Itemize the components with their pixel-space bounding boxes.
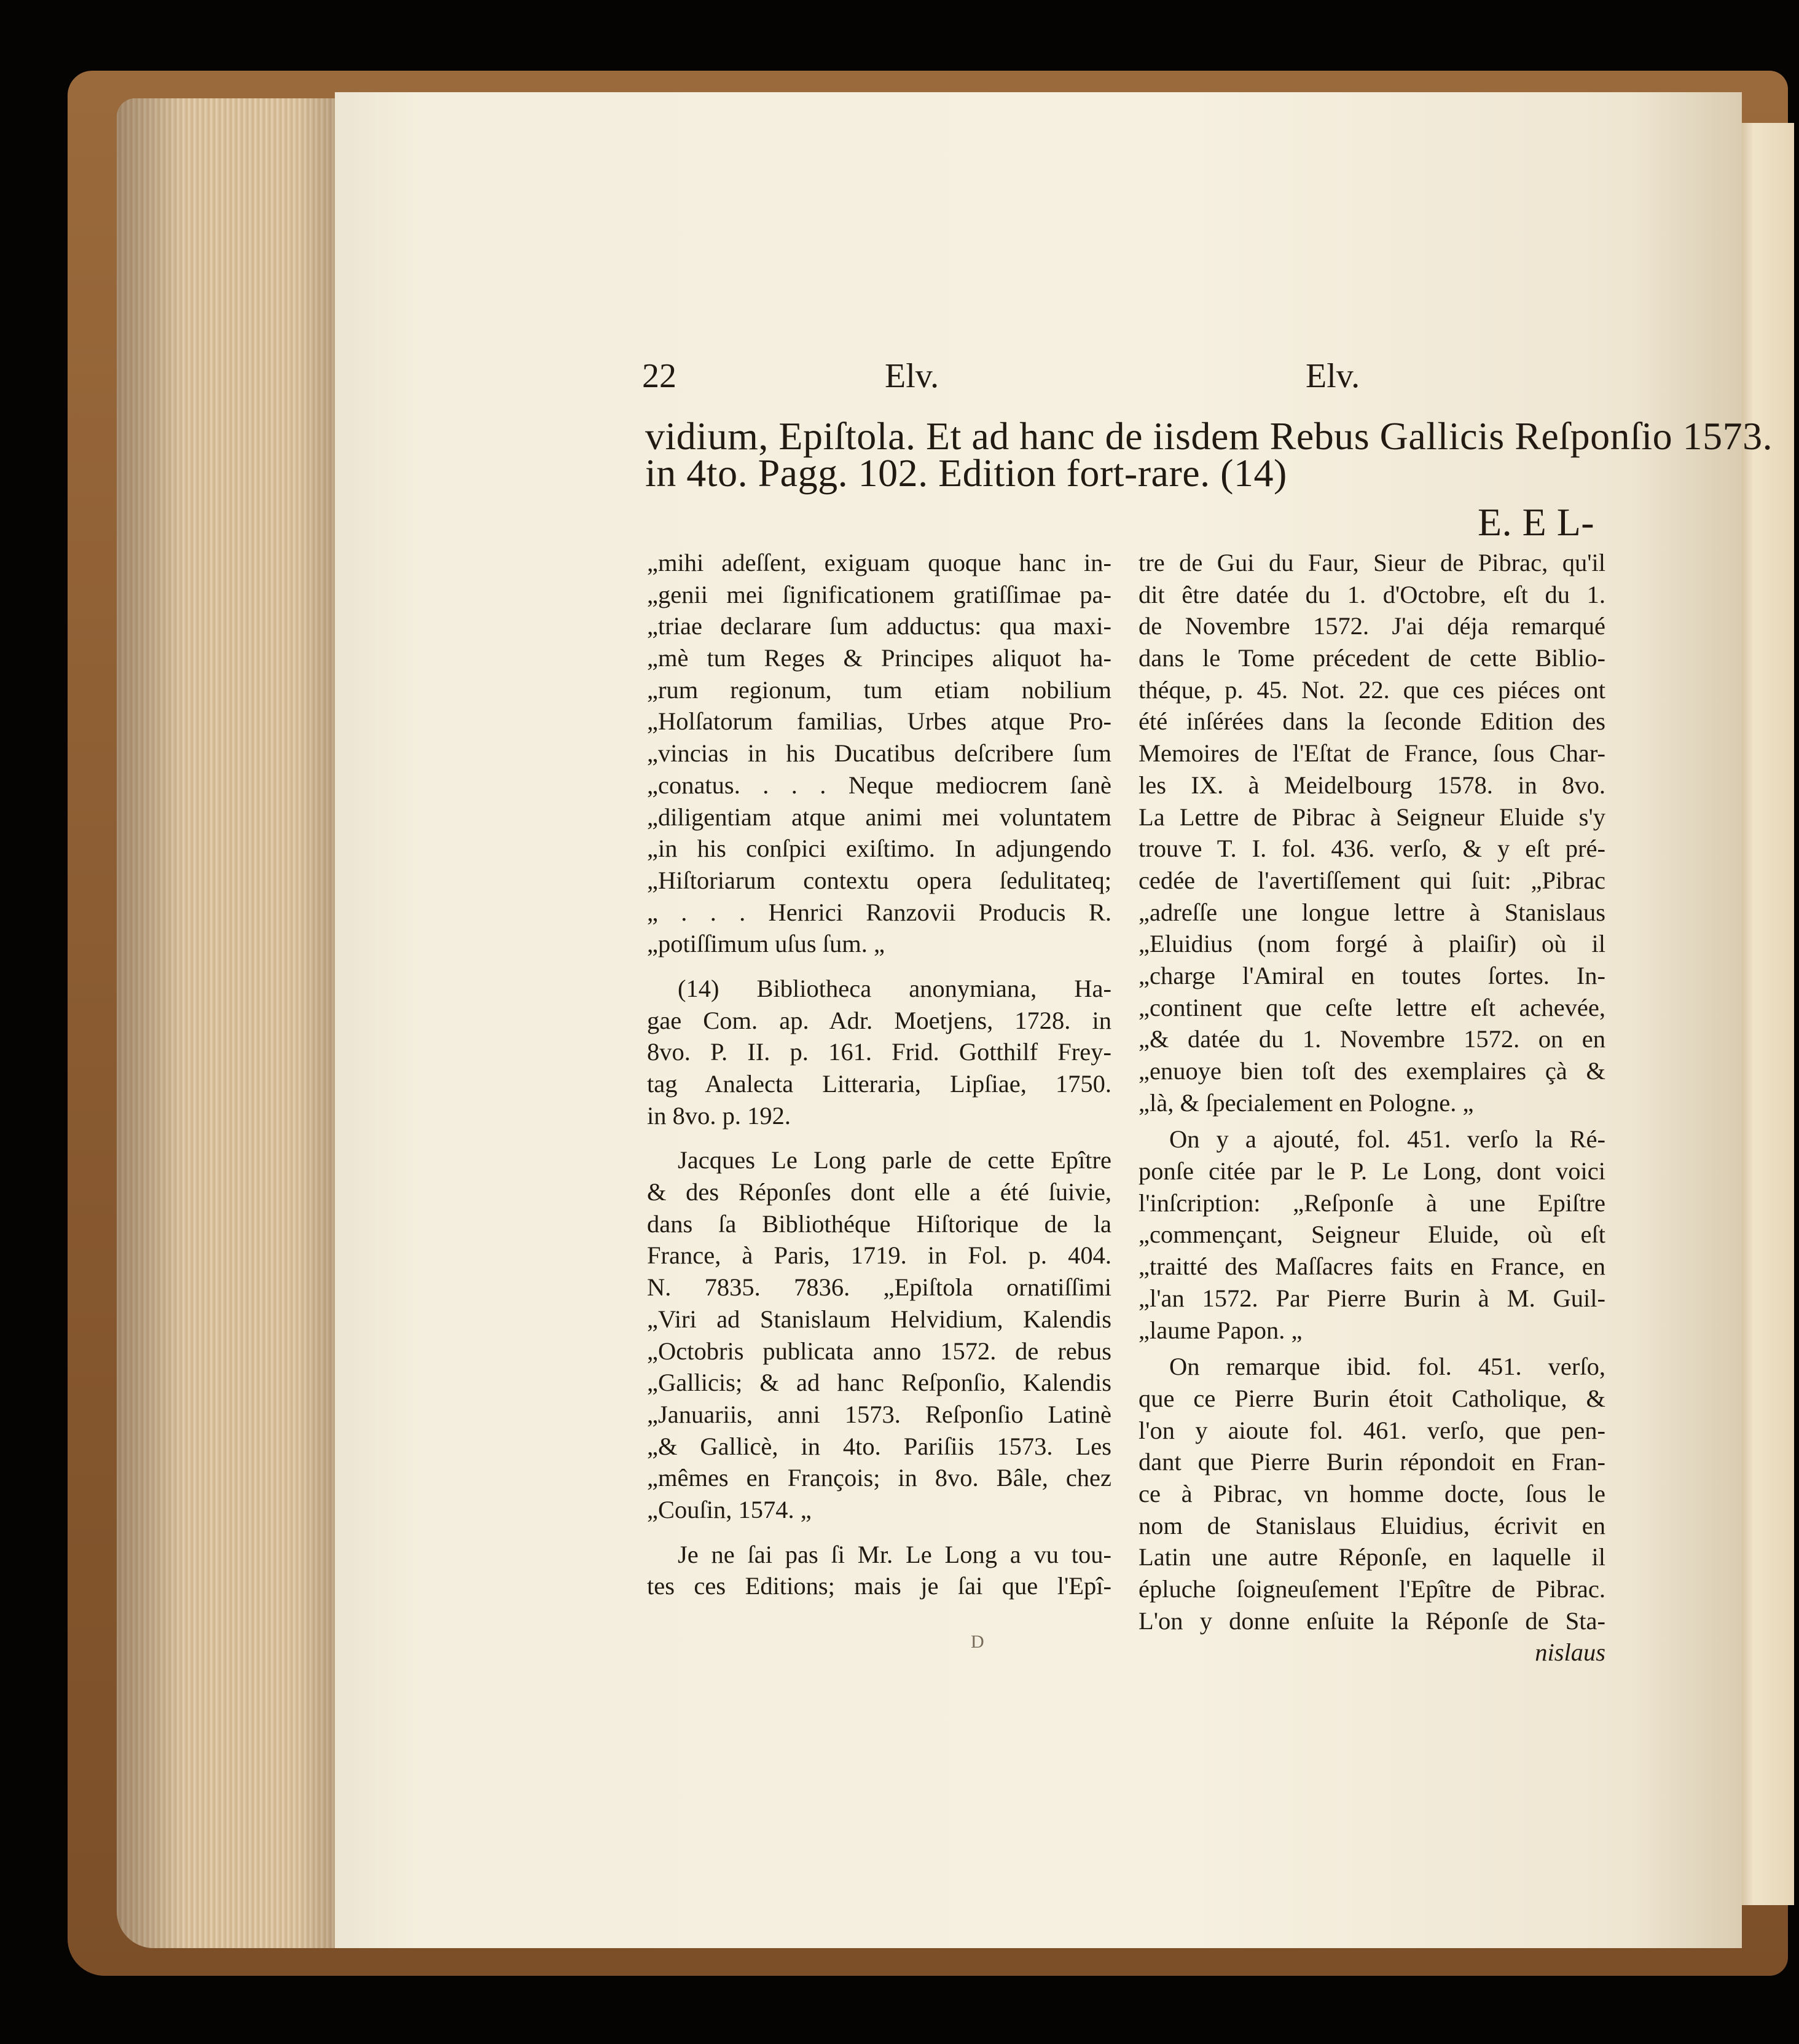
text-line: nom de Stanislaus Eluidius, écrivit en [1139, 1511, 1605, 1539]
text-line: Jacques Le Long parle de cette Epître [678, 1146, 1111, 1174]
text-line: „& datée du 1. Novembre 1572. on en [1139, 1025, 1605, 1053]
text-line: tre de Gui du Faur, Sieur de Pibrac, qu'il [1139, 549, 1605, 576]
text-line: N. 7835. 7836. „Epiſtola ornatiſſimi [647, 1273, 1111, 1302]
text-line: „Eluidius (nom forgé à plaiſir) où il [1139, 930, 1605, 958]
text-line: ponſe citée par le P. Le Long, dont voici [1139, 1157, 1605, 1185]
running-head-left: Elv. [885, 357, 939, 395]
text-line: „in his conſpici exiſtimo. In adjungendo [647, 835, 1111, 863]
text-line: „ . . . Henrici Ranzovii Producis R. [647, 898, 1111, 926]
text-line: cedée de l'avertiſſement qui ſuit: „Pibrac [1139, 866, 1605, 894]
text-line: On remarque ibid. fol. 451. verſo, [1169, 1353, 1605, 1381]
text-line: dant que Pierre Burin répondoit en Fran- [1139, 1448, 1605, 1476]
text-line: „mihi adeſſent, exiguam quoque hanc in- [647, 549, 1111, 576]
text-line: „mè tum Reges & Principes aliquot ha- [647, 644, 1111, 672]
text-line: „Holſatorum familias, Urbes atque Pro- [647, 707, 1111, 736]
text-line: „& Gallicè, in 4to. Pariſiis 1573. Les [647, 1432, 1111, 1460]
text-line: „conatus. . . . Neque mediocrem ſanè [647, 771, 1111, 799]
text-line: dit être datée du 1. d'Octobre, eſt du 1. [1139, 580, 1605, 608]
text-line: les IX. à Meidelbourg 1578. in 8vo. [1139, 771, 1605, 799]
text-line: „traitté des Maſſacres faits en France, en [1139, 1252, 1605, 1281]
text-line: „Octobris publicata anno 1572. de rebus [647, 1337, 1111, 1365]
text-line: Memoires de l'Eſtat de France, ſous Char- [1139, 739, 1605, 768]
text-line: & des Réponſes dont elle a été ſuivie, [647, 1178, 1111, 1206]
lead-line-2: in 4to. Pagg. 102. Edition fort-rare. (14) [645, 451, 1287, 495]
text-line: „Couſin, 1574. „ [647, 1495, 812, 1523]
page-edges-shadow [117, 98, 344, 1948]
footnote-line: (14) Bibliotheca anonymiana, Ha- [678, 974, 1111, 1002]
text-line: „rum regionum, tum etiam nobilium [647, 675, 1111, 704]
text-line: L'on y donne enſuite la Réponſe de Sta- [1139, 1606, 1605, 1635]
text-line: théque, p. 45. Not. 22. que ces piéces ont [1139, 675, 1605, 704]
text-line: „là, & ſpecialement en Pologne. „ [1139, 1088, 1474, 1117]
text-line: „charge l'Amiral en toutes ſortes. In- [1139, 961, 1605, 989]
catchword-top: E. E L- [1478, 500, 1595, 544]
text-line: „l'an 1572. Par Pierre Burin à M. Guil- [1139, 1284, 1605, 1312]
text-line: de Novembre 1572. J'ai déja remarqué [1139, 612, 1605, 640]
text-line: „Hiſtoriarum contextu opera ſedulitateq; [647, 866, 1111, 894]
text-line: „Gallicis; & ad hanc Reſponſio, Kalendis [647, 1369, 1111, 1397]
text-line: que ce Pierre Burin étoit Catholique, & [1139, 1384, 1605, 1412]
text-line: „triae declarare ſum adductus: qua maxi- [647, 612, 1111, 640]
footnote-line: in 8vo. p. 192. [647, 1101, 791, 1130]
running-head-right: Elv. [1306, 357, 1360, 395]
text-line: „commençant, Seigneur Eluide, où eſt [1139, 1221, 1605, 1249]
text-line: Je ne ſai pas ſi Mr. Le Long a vu tou- [678, 1540, 1111, 1568]
text-line: dans ſa Bibliothéque Hiſtorique de la [647, 1209, 1111, 1238]
text-line: „Januariis, anni 1573. Reſponſio Latinè [647, 1400, 1111, 1428]
text-line: „mêmes en François; in 8vo. Bâle, chez [647, 1464, 1111, 1492]
text-line: „diligentiam atque animi mei voluntatem [647, 803, 1111, 831]
text-line: „vincias in his Ducatibus deſcribere ſum [647, 739, 1111, 768]
text-line: „potiſſimum uſus ſum. „ [647, 930, 885, 958]
text-line: „laume Papon. „ [1139, 1316, 1303, 1344]
text-line: On y a ajouté, fol. 451. verſo la Ré- [1169, 1125, 1605, 1154]
text-line: l'inſcription: „Reſponſe à une Epiſtre [1139, 1189, 1605, 1217]
text-line: tes ces Editions; mais je ſai que l'Epî- [647, 1572, 1111, 1600]
text-line: été inſérées dans la ſeconde Edition des [1139, 707, 1605, 736]
text-line: ce à Pibrac, vn homme docte, ſous le [1139, 1479, 1605, 1507]
right-column [1139, 547, 1605, 1669]
text-line: La Lettre de Pibrac à Seigneur Eluide s'y [1139, 803, 1605, 831]
text-line: l'on y aioute fol. 461. verſo, que pen- [1139, 1416, 1605, 1444]
text-line: „adreſſe une longue lettre à Stanislaus [1139, 898, 1605, 926]
page-number: 22 [642, 357, 676, 395]
signature-mark: D [971, 1632, 987, 1652]
text-line: trouve T. I. fol. 436. verſo, & y eſt pré- [1139, 835, 1605, 863]
text-line: „continent que ceſte lettre eſt achevée, [1139, 993, 1605, 1021]
book-page [335, 92, 1773, 1948]
footnote-line: gae Com. ap. Adr. Moetjens, 1728. in [647, 1006, 1111, 1034]
footnote-line: tag Analecta Litteraria, Lipſiae, 1750. [647, 1070, 1111, 1098]
text-line: France, à Paris, 1719. in Fol. p. 404. [647, 1241, 1111, 1270]
text-line: Latin une autre Réponſe, en laquelle il [1139, 1543, 1605, 1571]
lead-line-1: vidium, Epiſtola. Et ad hanc de iisdem Rebus Gallicis Reſponſio 1573. [645, 414, 1773, 458]
text-line: épluche ſoigneuſement l'Epître de Pibrac. [1139, 1575, 1605, 1603]
left-column [647, 547, 1111, 1602]
text-line: „Viri ad Stanislaum Helvidium, Kalendis [647, 1305, 1111, 1333]
catchword-bottom: nislaus [1535, 1638, 1605, 1667]
text-line: „genii mei ſignificationem gratiſſimae pa- [647, 580, 1111, 608]
text-line: „enuoye bien toſt des exemplaires çà & [1139, 1057, 1605, 1085]
text-line: dans le Tome précedent de cette Biblio- [1139, 644, 1605, 672]
footnote-line: 8vo. P. II. p. 161. Frid. Gotthilf Frey- [647, 1038, 1111, 1066]
